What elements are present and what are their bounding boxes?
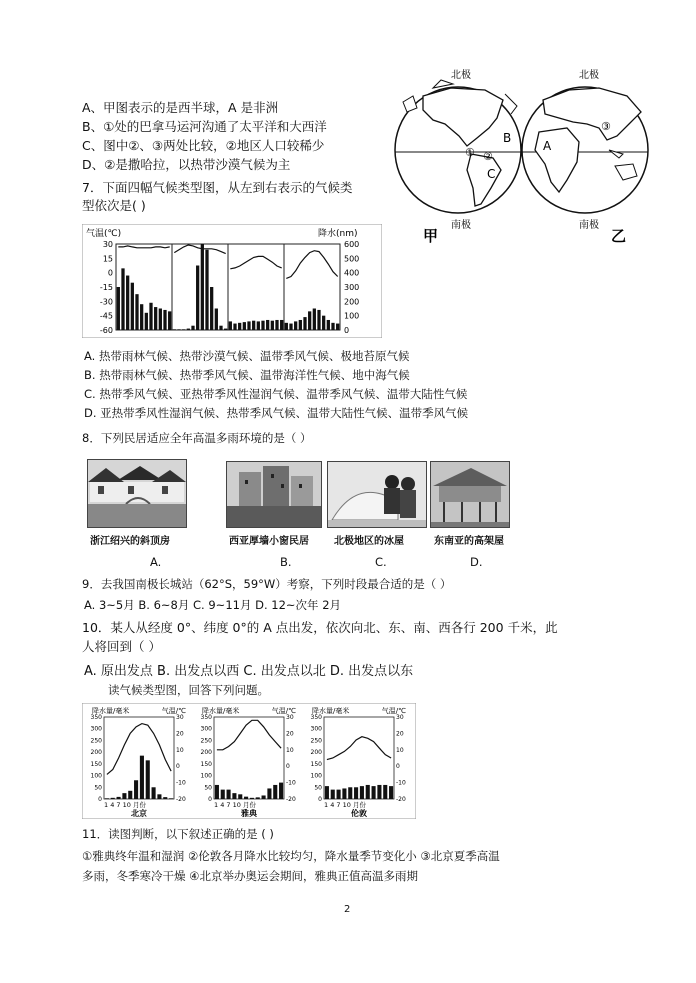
temperature-tick: 20 <box>286 730 294 738</box>
q8-caption-b: 西亚厚墙小窗民居 <box>229 536 309 547</box>
temperature-tick: 0 <box>286 763 290 771</box>
precipitation-bar <box>331 790 335 799</box>
precipitation-bar <box>366 785 370 799</box>
precipitation-bar <box>280 320 283 330</box>
precipitation-bar <box>145 313 148 330</box>
precipitation-bar <box>383 785 387 799</box>
temperature-tick: 30 <box>102 240 113 249</box>
precipitation-tick: 200 <box>200 749 212 757</box>
precipitation-tick: 600 <box>344 240 360 249</box>
precipitation-tick: 150 <box>90 760 102 768</box>
precipitation-tick: 100 <box>200 772 212 780</box>
precipitation-tick: 400 <box>344 268 360 278</box>
precipitation-tick: 350 <box>200 714 212 721</box>
precipitation-tick: 100 <box>90 772 102 780</box>
precipitation-bar <box>247 321 250 330</box>
q8-letter-c: C. <box>375 555 387 569</box>
temperature-tick: 10 <box>176 746 184 754</box>
precipitation-bar <box>168 311 171 330</box>
precipitation-tick: 250 <box>200 737 212 745</box>
precipitation-bar <box>337 790 341 799</box>
precipitation-tick: 200 <box>310 749 322 757</box>
precipitation-bar <box>134 780 138 799</box>
precipitation-bar <box>325 786 329 799</box>
precipitation-bar <box>354 787 358 799</box>
precipitation-tick: 50 <box>204 784 212 792</box>
precipitation-bar <box>250 798 254 799</box>
precipitation-bar <box>336 324 339 330</box>
temperature-tick: -20 <box>286 796 296 803</box>
precipitation-bar <box>121 268 124 330</box>
month-axis-label: 1 4 7 10 月份 <box>324 801 366 809</box>
q9-options: A. 3~5月 B. 6~8月 C. 9~11月 D. 12~次年 2月 <box>84 598 342 612</box>
month-axis-label: 1 4 7 10 月份 <box>104 801 146 809</box>
label-yi: 乙 <box>611 227 627 245</box>
precipitation-tick: 300 <box>200 725 212 733</box>
precipitation-bar <box>372 786 376 799</box>
precipitation-bar <box>238 323 241 330</box>
temperature-tick: -20 <box>176 796 186 803</box>
q11-stem: 11．读图判断，以下叙述正确的是 ( ) <box>82 827 274 841</box>
precipitation-bar <box>261 321 264 330</box>
temperature-tick: 0 <box>176 763 180 771</box>
temperature-tick: 10 <box>396 746 404 754</box>
precipitation-bar <box>377 785 381 799</box>
panel-temperature-label: 气温/℃ <box>381 707 406 715</box>
precipitation-bar <box>303 317 306 330</box>
jia-north-pole: 北极 <box>451 70 471 81</box>
q8-caption-a: 浙江绍兴的斜顶房 <box>90 536 170 547</box>
precipitation-bar <box>308 311 311 330</box>
temperature-tick: 0 <box>396 763 400 771</box>
letter-b: B <box>503 131 512 145</box>
panel-precipitation-label: 降水量/毫米 <box>202 707 240 715</box>
precipitation-bar <box>157 794 161 799</box>
precipitation-bar <box>275 320 278 330</box>
precipitation-tick: 0 <box>98 796 102 803</box>
precipitation-bar <box>266 320 269 330</box>
precipitation-tick: 150 <box>200 760 212 768</box>
jia-south-pole: 南极 <box>451 220 471 231</box>
precipitation-tick: 50 <box>314 784 322 792</box>
precipitation-bar <box>140 756 144 799</box>
precipitation-bar <box>169 798 173 799</box>
temperature-tick: 20 <box>176 730 184 738</box>
q7-option-b: B. 热带雨林气候、热带季风气候、温带海洋性气候、地中海气候 <box>84 368 410 382</box>
precipitation-bar <box>273 785 277 799</box>
precipitation-bar <box>294 321 297 330</box>
letter-c: C <box>487 167 496 181</box>
label-jia: 甲 <box>423 227 439 245</box>
precipitation-tick: 250 <box>310 737 322 745</box>
temperature-tick: 20 <box>396 730 404 738</box>
precipitation-tick: 350 <box>310 714 322 721</box>
precipitation-tick: 100 <box>344 311 360 321</box>
city-name: 伦敦 <box>351 809 367 818</box>
globe-jia <box>395 80 521 213</box>
q6-option-c: C、图中②、③两处比较，②地区人口较稀少 <box>82 138 325 153</box>
q6-option-a: A、甲图表示的是西半球，A 是非洲 <box>82 100 279 115</box>
precipitation-tick: 0 <box>318 796 322 803</box>
precipitation-bar <box>126 276 129 330</box>
q8-letter-d: D. <box>470 555 483 569</box>
precipitation-tick: 150 <box>310 760 322 768</box>
q11-statement-line2: 多雨，冬季寒冷干燥 ④北京举办奥运会期间，雅典正值高温多雨期 <box>82 869 418 883</box>
page-number: 2 <box>344 904 351 915</box>
city-name: 雅典 <box>241 809 257 818</box>
marker-2: ② <box>483 150 493 163</box>
precipitation-bar <box>238 794 242 799</box>
q6-option-b: B、①处的巴拿马运河沟通了太平洋和大西洋 <box>82 119 327 134</box>
q10-stem-line2: 人将回到（ ） <box>82 639 161 654</box>
precipitation-bar <box>229 321 232 330</box>
q10-stem-line1: 10．某人从经度 0°、纬度 0°的 A 点出发，依次向北、东、南、西各行 200 千米，此 <box>82 620 558 635</box>
temperature-tick: -30 <box>99 297 113 307</box>
precipitation-tick: 300 <box>310 725 322 733</box>
month-axis-label: 1 4 7 10 月份 <box>214 801 256 809</box>
photo-stilt-house <box>430 461 510 528</box>
temperature-tick: -10 <box>286 779 296 787</box>
precipitation-bar <box>191 326 194 330</box>
temperature-tick: -15 <box>99 283 113 292</box>
precipitation-bar <box>256 797 260 799</box>
photo-thick-wall-house <box>226 461 322 528</box>
precipitation-bar <box>317 310 320 330</box>
q7-option-a: A. 热带雨林气候、热带沙漠气候、温带季风气候、极地苔原气候 <box>84 349 410 363</box>
q6-option-d: D、②是撒哈拉，以热带沙漠气候为主 <box>82 157 291 172</box>
precipitation-bar <box>289 324 292 330</box>
letter-a: A <box>543 139 552 153</box>
precipitation-bar <box>279 783 283 799</box>
precipitation-tick: 50 <box>94 784 102 792</box>
precipitation-bar <box>149 303 152 330</box>
precipitation-bar <box>122 793 126 799</box>
precipitation-bar <box>215 785 219 799</box>
precipitation-bar <box>348 787 352 799</box>
precipitation-bar <box>173 329 176 330</box>
precipitation-tick: 300 <box>344 283 360 292</box>
marker-3: ③ <box>601 120 611 133</box>
precipitation-tick: 250 <box>90 737 102 745</box>
precipitation-bar <box>221 790 225 799</box>
temperature-tick: -10 <box>396 779 406 787</box>
precipitation-bar <box>299 320 302 330</box>
precipitation-bar <box>219 326 222 330</box>
precipitation-bar <box>182 329 185 330</box>
precipitation-bar <box>187 329 190 330</box>
panel-precipitation-label: 降水量/毫米 <box>92 707 130 715</box>
precipitation-tick: 300 <box>90 725 102 733</box>
precipitation-bar <box>163 310 166 330</box>
precipitation-bar <box>267 788 271 799</box>
q8-stem: 8．下列民居适应全年高温多雨环境的是（ ） <box>82 431 312 445</box>
precipitation-bar <box>111 798 115 799</box>
photo-slope-roof-house <box>87 459 187 528</box>
q11-intro: 读气候类型图，回答下列问题。 <box>108 683 269 697</box>
temperature-tick: 30 <box>286 714 294 721</box>
precipitation-bar <box>196 266 199 331</box>
panel-temperature-label: 气温/℃ <box>161 707 186 715</box>
three-city-climate-chart <box>82 703 416 819</box>
temperature-tick: 0 <box>107 268 113 278</box>
precipitation-tick: 0 <box>344 326 350 335</box>
globe-yi <box>522 87 648 213</box>
temperature-tick: 30 <box>396 714 404 721</box>
q7-option-d: D. 亚热带季风性湿润气候、热带季风气候、温带大陆性气候、温带季风气候 <box>84 406 469 420</box>
q7-stem-line2: 型依次是( ) <box>82 198 146 213</box>
precipitation-bar <box>117 797 121 799</box>
precipitation-bar <box>135 294 138 330</box>
chart7-ylabel-right: 降水(nm) <box>318 229 358 239</box>
city-name: 北京 <box>131 809 147 818</box>
temperature-tick: 10 <box>286 746 294 754</box>
panel-precipitation-label: 降水量/毫米 <box>312 707 350 715</box>
q8-caption-c: 北极地区的冰屋 <box>334 536 404 547</box>
precipitation-bar <box>105 798 109 799</box>
precipitation-tick: 0 <box>208 796 212 803</box>
precipitation-bar <box>159 309 162 331</box>
four-climate-chart <box>82 224 382 338</box>
q8-caption-d: 东南亚的高架屋 <box>434 536 504 547</box>
precipitation-bar <box>244 797 248 799</box>
q11-statement-line1: ①雅典终年温和湿润 ②伦敦各月降水比较均匀，降水量季节变化小 ③北京夏季高温 <box>82 849 500 863</box>
q7-option-c: C. 热带季风气候、亚热带季风性湿润气候、温带季风气候、温带大陆性气候 <box>84 387 468 401</box>
precipitation-bar <box>146 760 150 799</box>
precipitation-tick: 200 <box>90 749 102 757</box>
precipitation-bar <box>227 790 231 799</box>
precipitation-bar <box>271 321 274 330</box>
temperature-tick: 30 <box>176 714 184 721</box>
q9-stem: 9．去我国南极长城站（62°S，59°W）考察，下列时段最合适的是（ ） <box>82 577 452 591</box>
yi-north-pole: 北极 <box>579 70 599 81</box>
precipitation-bar <box>262 795 266 799</box>
q8-letter-b: B. <box>280 555 292 569</box>
precipitation-bar <box>215 309 218 331</box>
temperature-tick: -60 <box>99 326 113 335</box>
precipitation-bar <box>257 321 260 330</box>
precipitation-bar <box>154 307 157 330</box>
precipitation-bar <box>163 797 167 799</box>
precipitation-bar <box>131 283 134 330</box>
precipitation-bar <box>389 786 393 799</box>
yi-south-pole: 南极 <box>579 220 599 231</box>
precipitation-bar <box>117 287 120 330</box>
temperature-tick: 15 <box>102 254 113 264</box>
marker-1: ① <box>465 146 475 159</box>
precipitation-bar <box>232 793 236 799</box>
temperature-tick: -10 <box>176 779 186 787</box>
precipitation-bar <box>342 788 346 799</box>
precipitation-bar <box>252 321 255 330</box>
precipitation-bar <box>152 787 156 799</box>
photo-igloo <box>327 461 427 528</box>
precipitation-bar <box>322 316 325 330</box>
precipitation-bar <box>327 320 330 330</box>
precipitation-tick: 100 <box>310 772 322 780</box>
precipitation-bar <box>177 329 180 330</box>
panel-temperature-label: 气温/℃ <box>271 707 296 715</box>
precipitation-bar <box>233 324 236 330</box>
q8-letter-a: A. <box>150 555 162 569</box>
precipitation-bar <box>224 329 227 330</box>
precipitation-bar <box>243 322 246 330</box>
chart7-ylabel-left: 气温(℃) <box>86 229 122 239</box>
precipitation-bar <box>285 323 288 330</box>
q7-stem-line1: 7．下面四幅气候类型图，从左到右表示的气候类 <box>82 180 353 195</box>
precipitation-bar <box>201 244 204 330</box>
q10-options: A. 原出发点 B. 出发点以西 C. 出发点以北 D. 出发点以东 <box>84 664 414 679</box>
precipitation-tick: 350 <box>90 714 102 721</box>
precipitation-bar <box>205 250 208 330</box>
hemisphere-maps <box>393 66 653 248</box>
precipitation-bar <box>360 786 364 799</box>
precipitation-bar <box>210 287 213 330</box>
precipitation-bar <box>331 323 334 330</box>
precipitation-tick: 200 <box>344 297 360 307</box>
precipitation-bar <box>313 309 316 331</box>
temperature-tick: -45 <box>99 311 113 321</box>
precipitation-bar <box>128 791 132 799</box>
temperature-tick: -20 <box>396 796 406 803</box>
precipitation-tick: 500 <box>344 254 360 264</box>
precipitation-bar <box>140 304 143 330</box>
